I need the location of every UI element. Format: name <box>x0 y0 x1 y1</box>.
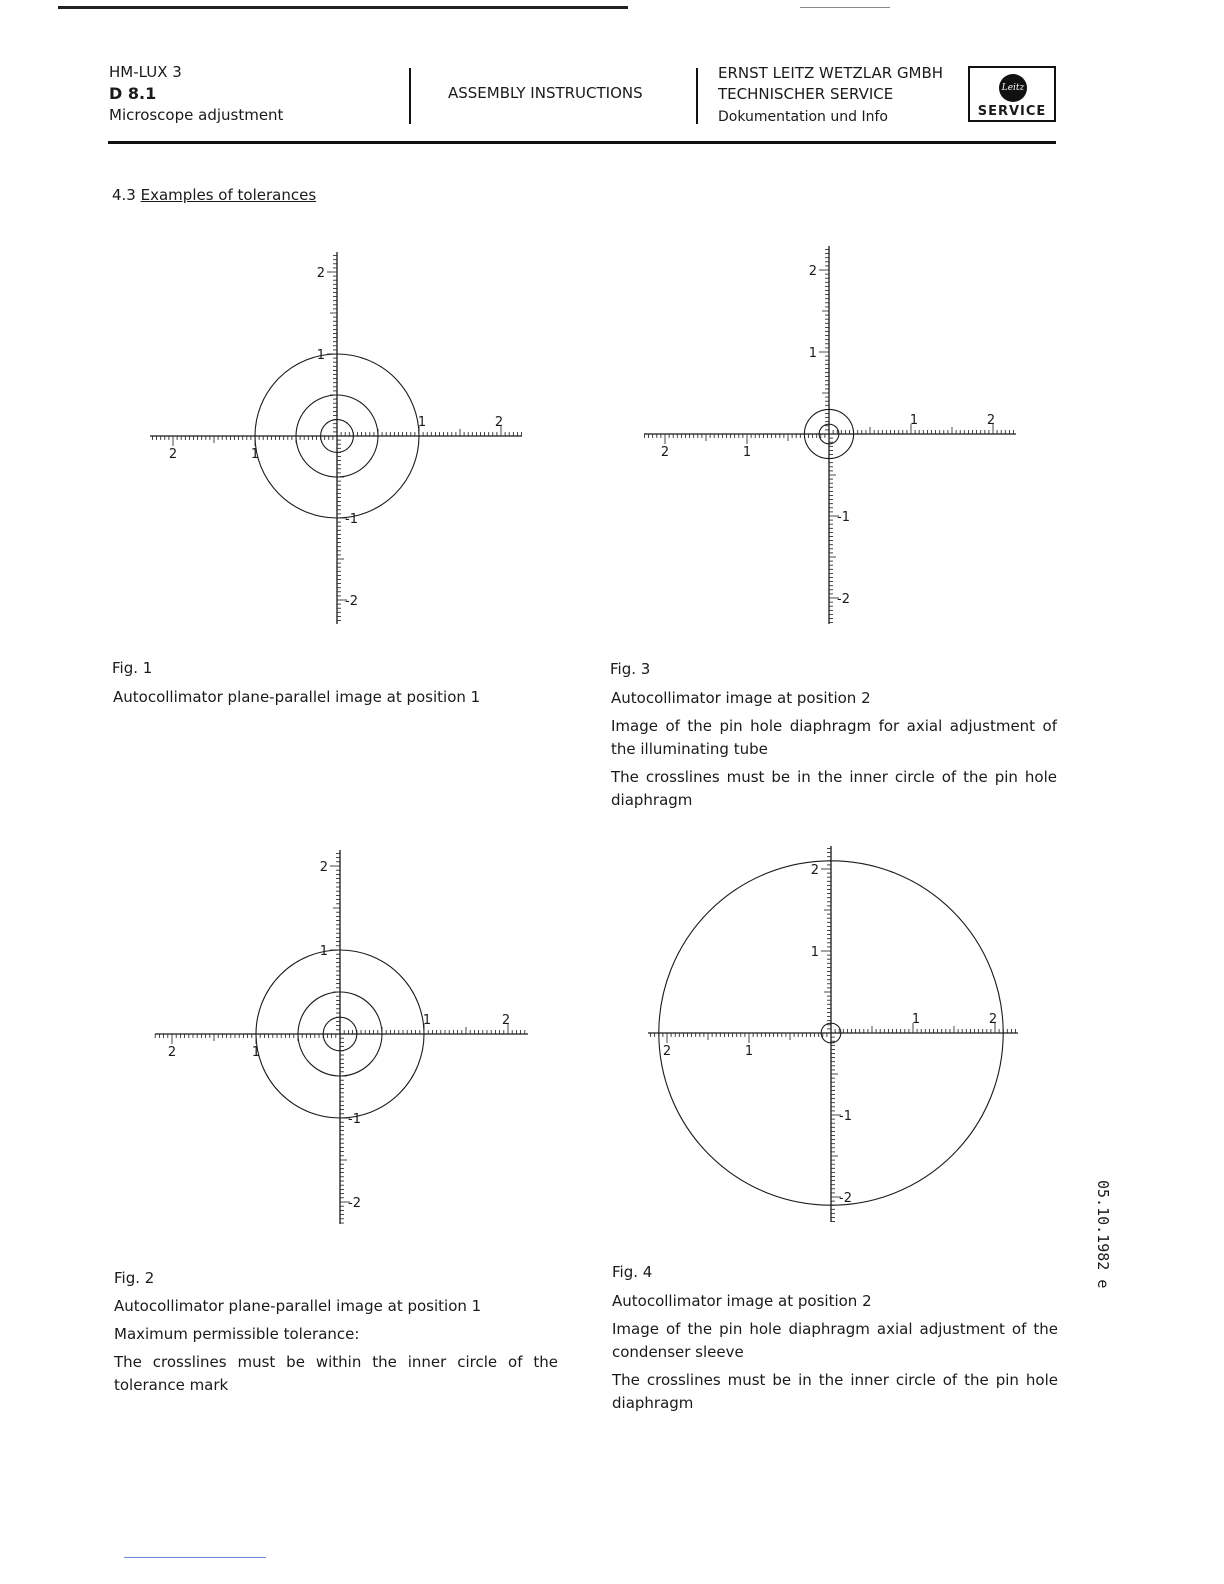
axis-label: 1 <box>250 447 260 462</box>
fig3-paragraph: Autocollimator image at position 2 <box>611 689 871 707</box>
fig4-paragraph: The crosslines must be in the inner circle of the pin hole diaphragm <box>612 1371 1058 1412</box>
fig2-paragraph: Autocollimator plane-parallel image at position 1 <box>114 1297 482 1315</box>
axis-label: -1 <box>345 512 358 527</box>
axis-label: 2 <box>501 1013 511 1028</box>
department: TECHNISCHER SERVICE <box>718 85 894 103</box>
fig2-label: Fig. 2 <box>114 1269 155 1287</box>
axis-label: -1 <box>839 1109 852 1124</box>
axis-label: 1 <box>810 945 819 960</box>
section-number: 4.3 <box>112 186 136 204</box>
axis-label: 2 <box>316 266 325 281</box>
axis-label: -1 <box>837 510 850 525</box>
doc-code: D 8.1 <box>109 84 157 103</box>
axis-label: 2 <box>662 1044 672 1059</box>
axis-label: -2 <box>837 592 850 607</box>
section-title: Examples of tolerances <box>140 186 317 204</box>
product-name: HM-LUX 3 <box>109 63 182 81</box>
fig4-paragraph: Autocollimator image at position 2 <box>612 1292 872 1310</box>
fig3-paragraph: The crosslines must be in the inner circle of the pin hole diaphragm <box>611 768 1057 809</box>
axis-label: 2 <box>167 1045 177 1060</box>
subject: Microscope adjustment <box>109 106 284 124</box>
axis-label: 1 <box>909 413 919 428</box>
axis-label: 1 <box>742 445 752 460</box>
axis-label: 2 <box>986 413 996 428</box>
axis-label: 1 <box>316 348 325 363</box>
axis-label: -2 <box>348 1196 361 1211</box>
side-date: 05.10.1982 e <box>1094 1180 1112 1289</box>
fig2-paragraph: Maximum permissible tolerance: <box>114 1325 360 1343</box>
fig4-caption <box>612 1290 1058 1420</box>
axis-label: 1 <box>417 415 427 430</box>
fig1-label: Fig. 1 <box>112 659 153 677</box>
axis-label: -2 <box>345 594 358 609</box>
axis-label: 1 <box>319 944 328 959</box>
axis-label: 1 <box>808 346 817 361</box>
axis-label: 2 <box>168 447 178 462</box>
axis-label: 2 <box>494 415 504 430</box>
division: Dokumentation und Info <box>718 109 888 125</box>
leitz-emblem: Leitz <box>999 74 1027 102</box>
axis-label: 1 <box>422 1013 432 1028</box>
fig2-paragraph: The crosslines must be within the inner circle of the tolerance mark <box>114 1353 558 1394</box>
fig4-label: Fig. 4 <box>612 1263 653 1281</box>
doc-type: ASSEMBLY INSTRUCTIONS <box>448 84 643 102</box>
axis-label: 2 <box>988 1012 998 1027</box>
fig1-caption <box>113 686 559 714</box>
fig3-paragraph: Image of the pin hole diaphragm for axial adjustment of the illuminating tube <box>611 717 1057 758</box>
fig3-label: Fig. 3 <box>610 660 651 678</box>
axis-label: 1 <box>744 1044 754 1059</box>
axis-label: 2 <box>319 860 328 875</box>
footer-line <box>124 1557 266 1558</box>
axis-label: 1 <box>911 1012 921 1027</box>
fig4-paragraph: Image of the pin hole diaphragm axial adjustment of the condenser sleeve <box>612 1320 1058 1361</box>
logo-service-text: SERVICE <box>977 104 1047 119</box>
axis-label: 2 <box>810 863 819 878</box>
axis-label: -1 <box>348 1112 361 1127</box>
fig3-caption <box>611 687 1057 817</box>
axis-label: 1 <box>251 1045 261 1060</box>
fig2-caption <box>114 1295 558 1402</box>
axis-label: 2 <box>660 445 670 460</box>
fig1-paragraph: Autocollimator plane-parallel image at position 1 <box>113 688 481 706</box>
company-name: ERNST LEITZ WETZLAR GMBH <box>718 64 944 82</box>
axis-label: -2 <box>839 1191 852 1206</box>
axis-label: 2 <box>808 264 817 279</box>
